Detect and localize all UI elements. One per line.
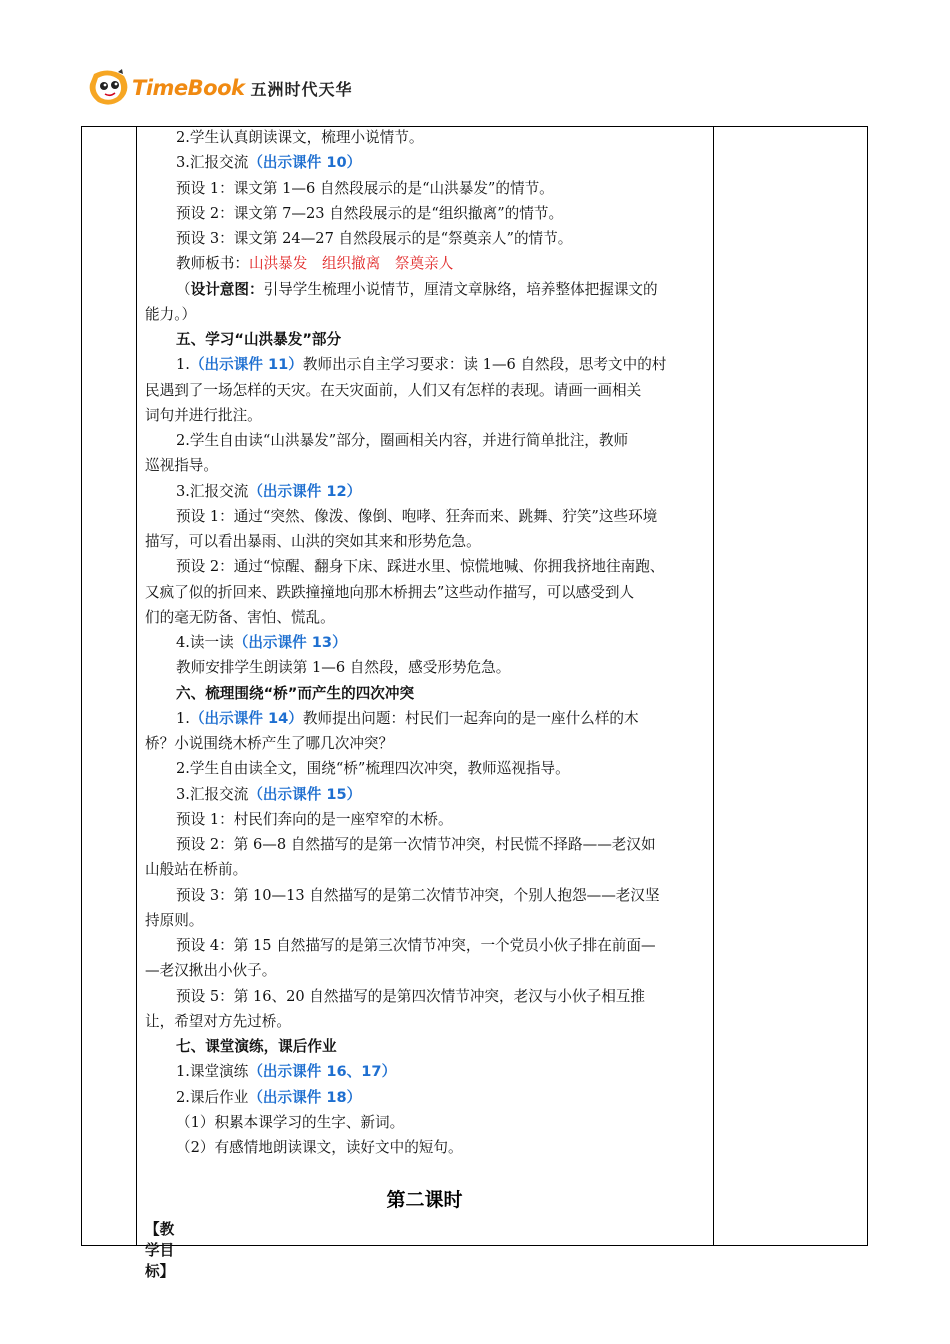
text-line: 3.汇报交流（出示课件 12） xyxy=(176,483,362,500)
courseware-ref: （出示课件 11） xyxy=(189,356,303,373)
text-line: 预设 3：第 10—13 自然描写的是第二次情节冲突，个别人抱怨——老汉坚 xyxy=(176,887,660,904)
courseware-ref: （出示课件 14） xyxy=(189,710,303,727)
text-line: 预设 1：村民们奔向的是一座窄窄的木桥。 xyxy=(176,811,453,828)
text-line: 1.课堂演练（出示课件 16、17） xyxy=(176,1063,397,1080)
courseware-ref: （出示课件 12） xyxy=(248,483,362,500)
table-column-divider-right xyxy=(713,127,714,1245)
text-line: 又疯了似的折回来、跌跌撞撞地向那木桥拥去”这些动作描写，可以感受到人 xyxy=(145,584,635,601)
section-heading: 七、课堂演练，课后作业 xyxy=(176,1038,337,1055)
text-line: 预设 1：通过“突然、像泼、像倒、咆哮、狂奔而来、跳舞、狞笑”这些环境 xyxy=(176,508,658,525)
timebook-logo xyxy=(88,66,353,110)
text-line: （1）积累本课学习的生字、新词。 xyxy=(176,1114,405,1131)
courseware-ref: （出示课件 10） xyxy=(248,154,362,171)
text-line: 预设 2：课文第 7—23 自然段展示的是“组织撤离”的情节。 xyxy=(176,205,564,222)
courseware-ref: （出示课件 16、17） xyxy=(248,1063,397,1080)
text-line: 教师板书：山洪暴发 组织撤离 祭奠亲人 xyxy=(176,255,454,272)
teaching-goal-heading: 【教学目标】 xyxy=(145,1221,175,1280)
text-line: 让，希望对方先过桥。 xyxy=(145,1013,291,1030)
text-line: 1.（出示课件 14）教师提出问题：村民们一起奔向的是一座什么样的木 xyxy=(176,710,639,727)
text-line: —老汉揪出小伙子。 xyxy=(145,962,277,979)
text-line: 持原则。 xyxy=(145,912,204,929)
text-line: 预设 2：第 6—8 自然描写的是第一次情节冲突，村民慌不择路——老汉如 xyxy=(176,836,656,853)
section-heading: 六、梳理围绕“桥”而产生的四次冲突 xyxy=(176,685,415,702)
text-line: 们的毫无防备、害怕、慌乱。 xyxy=(145,609,335,626)
courseware-ref: （出示课件 18） xyxy=(248,1089,362,1106)
text-line: 桥？小说围绕木桥产生了哪几次冲突？ xyxy=(145,735,394,752)
text-line: 词句并进行批注。 xyxy=(145,407,262,424)
timebook-mascot-icon xyxy=(88,68,130,108)
text-line: 3.汇报交流（出示课件 10） xyxy=(176,154,362,171)
text-line: 预设 2：通过“惊醒、翻身下床、踩进水里、惊慌地喊、你拥我挤地往南跑、 xyxy=(176,558,665,575)
logo-brand-text: TimeBook xyxy=(132,76,245,100)
text-line: （2）有感情地朗读课文，读好文中的短句。 xyxy=(176,1139,463,1156)
text-line: 教师安排学生朗读第 1—6 自然段，感受形势危急。 xyxy=(176,659,511,676)
section-heading: 五、学习“山洪暴发”部分 xyxy=(176,331,342,348)
courseware-ref: （出示课件 15） xyxy=(248,786,362,803)
board-writing: 山洪暴发 组织撤离 祭奠亲人 xyxy=(248,255,454,272)
logo-chinese-text: 五洲时代天华 xyxy=(250,79,353,99)
text-line: 山般站在桥前。 xyxy=(145,861,248,878)
text-line: 2.学生认真朗读课文，梳理小说情节。 xyxy=(176,129,424,146)
text-line: 1.（出示课件 11）教师出示自主学习要求：读 1—6 自然段，思考文中的村 xyxy=(176,356,667,373)
text-line: 预设 4：第 15 自然描写的是第三次情节冲突，一个党员小伙子排在前面— xyxy=(176,937,656,954)
text-line: 能力。） xyxy=(145,306,197,323)
text-line: 2.学生自由读“山洪暴发”部分，圈画相关内容，并进行简单批注，教师 xyxy=(176,432,629,449)
text-line: 3.汇报交流（出示课件 15） xyxy=(176,786,362,803)
text-line: 巡视指导。 xyxy=(145,457,218,474)
text-line: 预设 1：课文第 1—6 自然段展示的是“山洪暴发”的情节。 xyxy=(176,180,554,197)
design-intent-label: 设计意图： xyxy=(190,281,264,298)
text-line: （设计意图：引导学生梳理小说情节，厘清文章脉络，培养整体把握课文的 xyxy=(176,281,658,298)
text-line: 4.读一读（出示课件 13） xyxy=(176,634,347,651)
text-line: 民遇到了一场怎样的天灾。在天灾面前，人们又有怎样的表现。请画一画相关 xyxy=(145,382,642,399)
text-line: 描写，可以看出暴雨、山洪的突如其来和形势危急。 xyxy=(145,533,481,550)
table-column-divider-left xyxy=(136,127,137,1245)
courseware-ref: （出示课件 13） xyxy=(233,634,347,651)
section-title: 第二课时 xyxy=(386,1189,463,1211)
text-line: 预设 5：第 16、20 自然描写的是第四次情节冲突，老汉与小伙子相互推 xyxy=(176,988,645,1005)
text-line: 2.学生自由读全文，围绕“桥”梳理四次冲突，教师巡视指导。 xyxy=(176,760,570,777)
text-line: 2.课后作业（出示课件 18） xyxy=(176,1089,362,1106)
text-line: 预设 3：课文第 24—27 自然段展示的是“祭奠亲人”的情节。 xyxy=(176,230,573,247)
